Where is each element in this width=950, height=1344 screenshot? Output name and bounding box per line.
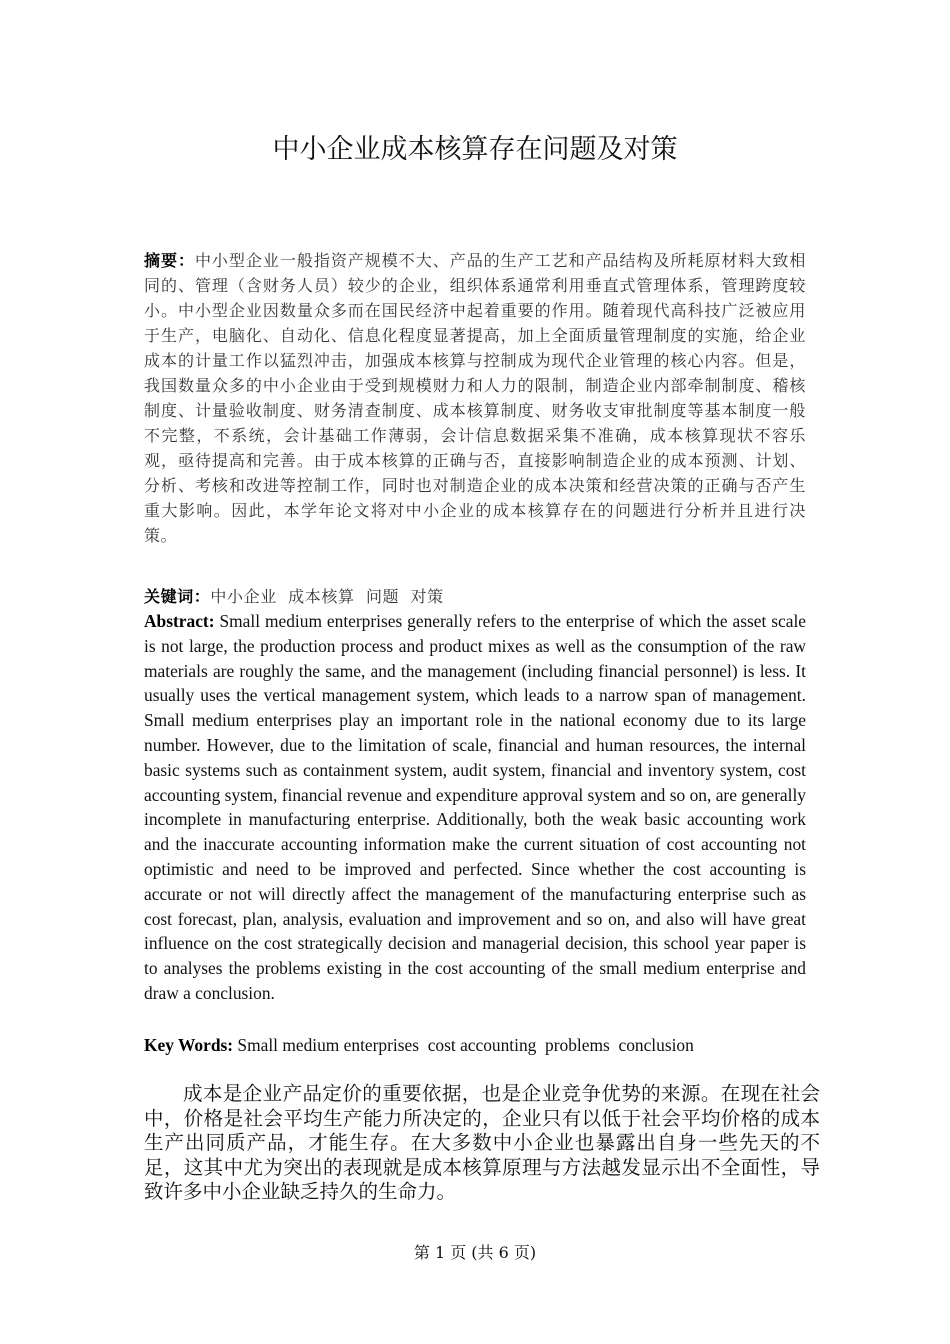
abstract-cn-label: 摘要： bbox=[144, 251, 195, 270]
abstract-cn-text: 中小型企业一般指资产规模不大、产品的生产工艺和产品结构及所耗原材料大致相同的、管理（含财务人员）较少的企业，组织体系通常利用垂直式管理体系，管理跨度较小。中小型企业因数量众多而在国民经济中起着重要的作用。随着现代高科技广泛被应用于生产，电脑化、自动化、信息化程度显著提高，加上全面质量管理制度的实施，给企业成本的计量工作以猛烈冲击，加强成本核算与控制成为现代企业管理的核心内容。但是，我国数量众多的中小企业由于受到规模财力和人力的限制，制造企业内部牵制制度、稽核制度、计量验收制度、财务清查制度、成本核算制度、财务收支审批制度等基本制度一般不完整，不系统，会计基础工作薄弱，会计信息数据采集不准确，成本核算现状不容乐观，亟待提高和完善。由于成本核算的正确与否，直接影响制造企业的成本预测、计划、分析、考核和改进等控制工作，同时也对制造企业的成本决策和经营决策的正确与否产生重大影响。因此，本学年论文将对中小企业的成本核算存在的问题进行分析并且进行决策。 bbox=[144, 251, 806, 545]
keywords-english bbox=[144, 1033, 806, 1057]
abstract-en-text: Small medium enterprises generally refers to the enterprise of which the asset scale is not large, the production process and product mixes as well as the consumption of the raw materials are roughly the same, and the management (including financial personnel) is less. It usually uses the vertical management system, which leads to a narrow span of management. Small medium enterprises play an important role in the national economy due to its large number. However, due to the limitation of scale, financial and human resources, the internal basic systems such as containment system, audit system, financial and inventory system, cost accounting system, financial revenue and expenditure approval system and so on, are generally incomplete in manufacturing enterprise. Additionally, both the weak basic accounting work and the inaccurate accounting information make the current situation of cost accounting not optimistic and need to be improved and perfected. Since whether the cost accounting is accurate or not will directly affect the management of the manufacturing enterprise such as cost forecast, plan, analysis, evaluation and improvement and so on, and also will have great influence on the cost strategically decision and managerial decision, this school year paper is to analyses the problems existing in the cost accounting of the small medium enterprise and draw a conclusion. bbox=[144, 611, 806, 1003]
keywords-chinese bbox=[144, 585, 806, 609]
body-paragraph: 成本是企业产品定价的重要依据，也是企业竞争优势的来源。在现在社会中，价格是社会平均生产能力所决定的，企业只有以低于社会平均价格的成本生产出同质产品，才能生存。在大多数中小企业也暴露出自身一些先天的不足，这其中尤为突出的表现就是成本核算原理与方法越发显示出不全面性，导致许多中小企业缺乏持久的生命力。 bbox=[144, 1082, 820, 1203]
abstract-en-label: Abstract: bbox=[144, 611, 215, 631]
abstract-english bbox=[144, 609, 806, 1006]
keywords-en-label: Key Words: bbox=[144, 1035, 234, 1055]
page-title: 中小企业成本核算存在问题及对策 bbox=[272, 134, 678, 165]
keywords-en-text: Small medium enterprises cost accounting problems conclusion bbox=[233, 1035, 694, 1055]
keywords-cn-text: 中小企业 成本核算 问题 对策 bbox=[210, 587, 444, 606]
abstract-chinese bbox=[144, 248, 806, 548]
page-footer: 第 1 页 (共 6 页) bbox=[413, 1243, 537, 1262]
keywords-cn-label: 关键词： bbox=[144, 587, 211, 606]
